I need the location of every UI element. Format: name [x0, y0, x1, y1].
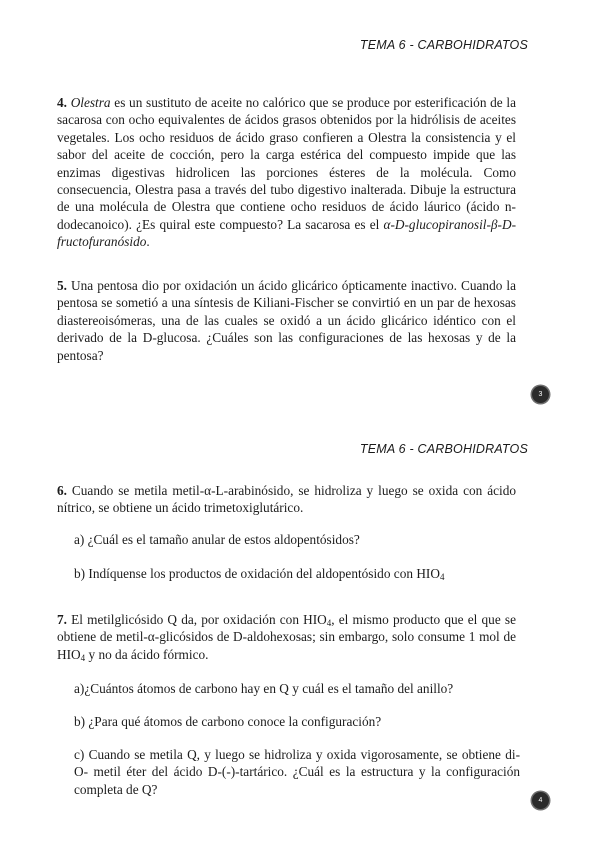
- question-5: [57, 277, 516, 364]
- question-6: [57, 482, 516, 517]
- question-6b-text: b) Indíquense los productos de oxidación del aldopentósido con HIO: [74, 566, 440, 581]
- question-7c: c) Cuando se metila Q, y luego se hidroliza y oxida vigorosamente, se obtiene di-O- metil éter del ácido D-(-)-tartárico. ¿Cuál es la estructura y la configuración completa de Q?: [74, 747, 520, 797]
- question-6-number: 6.: [57, 483, 67, 498]
- page-number-badge-3: 3: [532, 386, 549, 403]
- question-5-text: Una pentosa dio por oxidación un ácido glicárico ópticamente inactivo. Cuando la pentosa se sometió a una síntesis de Kiliani-Fischer se convirtió en un par de hexosas diastereoisómeras, una de las cuales se oxidó a un ácido glicárico idéntico con el derivado de la D-glucosa. ¿Cuáles son las configuraciones de las hexosas y de la pentosa?: [57, 278, 516, 363]
- question-7-number: 7.: [57, 612, 67, 627]
- question-5-number: 5.: [57, 278, 67, 293]
- question-6a: a) ¿Cuál es el tamaño anular de estos aldopentósidos?: [74, 532, 360, 547]
- olestra-term: Olestra: [70, 95, 111, 110]
- page-number-badge-4: 4: [532, 792, 549, 809]
- question-4-end: .: [146, 234, 150, 250]
- question-6-text: Cuando se metila metil-α-L-arabinósido, se hidroliza y luego se oxida con ácido nítrico, se obtiene un ácido trimetoxiglutárico.: [57, 483, 516, 516]
- question-7-text-1: El metilglicósido Q da, por oxidación con HIO: [66, 612, 327, 627]
- question-7b: b) ¿Para qué átomos de carbono conoce la configuración?: [74, 714, 382, 729]
- question-4-number: 4.: [57, 95, 67, 110]
- question-7-text-3: y no da ácido fórmico.: [85, 646, 209, 662]
- question-6b: [74, 565, 516, 582]
- question-7-subscript-1: 4: [326, 618, 332, 628]
- question-7a: a)¿Cuántos átomos de carbono hay en Q y cuál es el tamaño del anillo?: [74, 681, 454, 696]
- page-header-1: TEMA 6 - CARBOHIDRATOS: [359, 38, 528, 52]
- question-7-text-2: , el mismo producto que el que se obtiene de metil-α-glicósidos de D-aldohexosas; sin embargo, solo consume 1 mol de HIO: [57, 612, 516, 662]
- question-6b-subscript: 4: [439, 572, 445, 582]
- page-header-2: TEMA 6 - CARBOHIDRATOS: [359, 442, 528, 456]
- question-4-text: es un sustituto de aceite no calórico que se produce por esterificación de la sacarosa con ocho equivalentes de ácidos grasos obtenidos por la hidrólisis de aceites vegetales. Los ocho residuos de ácido graso confieren a Olestra la consistencia y el sabor del aceite de cocción, pero la carga estérica del compuesto impide que las enzimas digestivas hidrolicen las porciones ésteres de la molécula. Como consecuencia, Olestra pasa a través del tubo digestivo inalterada. Dibuje la estructura de una molécula de Olestra que contiene ocho residuos de ácido láurico (ácido n-dodecanoico). ¿Es quiral este compuesto? La sacarosa es el: [57, 95, 517, 232]
- question-7-subscript-2: 4: [80, 652, 86, 663]
- sucrose-name: α-D-glucopiranosil-β-D-fructofuranósido: [57, 216, 516, 250]
- question-4: [57, 94, 516, 251]
- question-7: [57, 611, 516, 663]
